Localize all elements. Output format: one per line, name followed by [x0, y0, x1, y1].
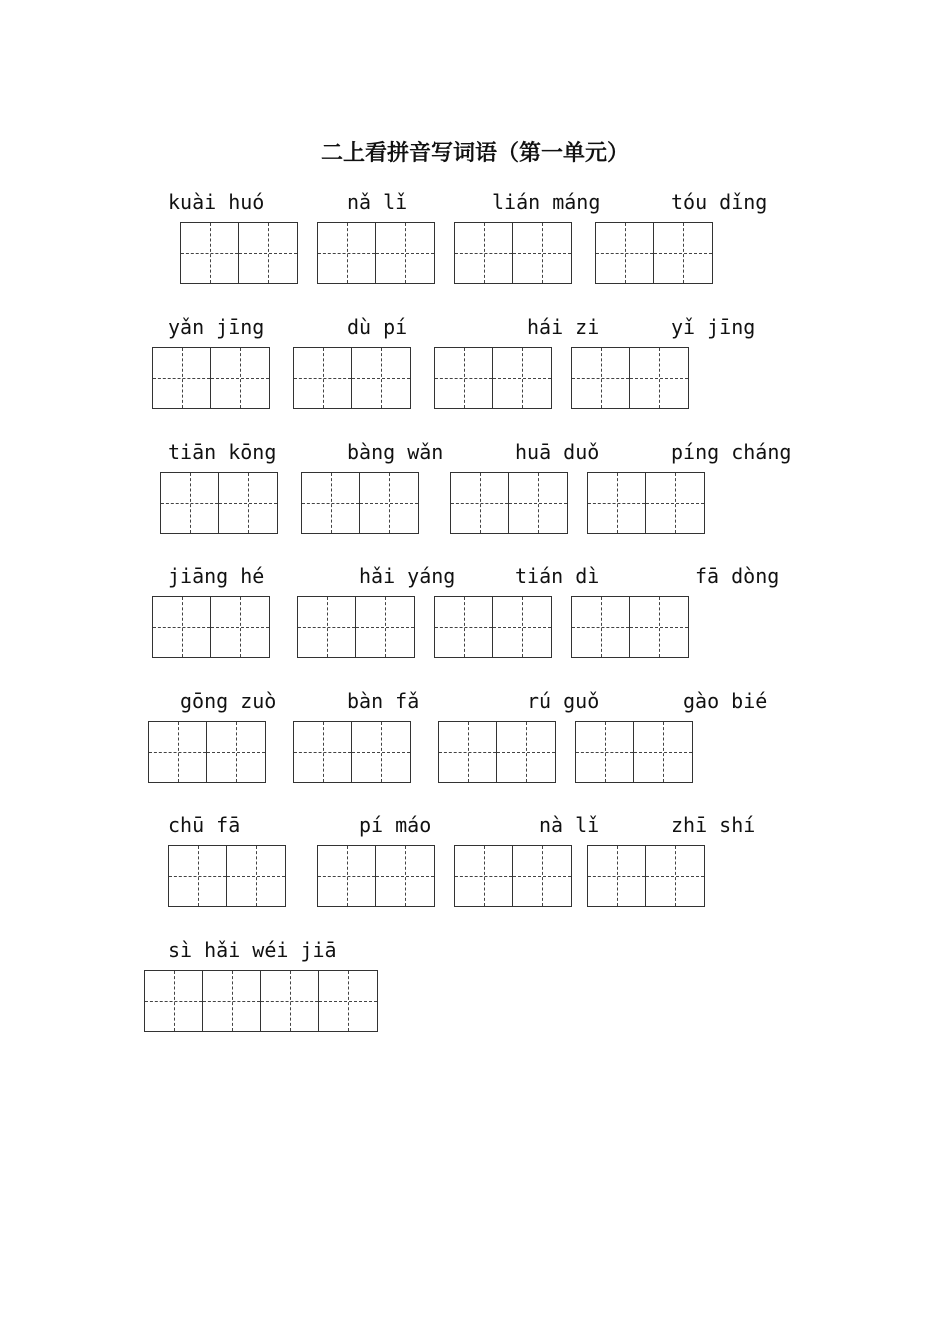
pinyin-label: fā dòng: [695, 564, 780, 588]
tianzige-cell[interactable]: [203, 971, 261, 1031]
tianzige-cell[interactable]: [298, 597, 356, 657]
pinyin-label: rú guǒ: [527, 689, 600, 713]
tianzige-cell[interactable]: [376, 223, 434, 283]
pinyin-label: bàng wǎn: [347, 440, 444, 464]
pinyin-label: gào bié: [683, 689, 768, 713]
tianzige-cell[interactable]: [356, 597, 414, 657]
tianzige-cell[interactable]: [646, 473, 704, 533]
tianzige-cell[interactable]: [261, 971, 319, 1031]
writing-grid: [317, 845, 435, 907]
pinyin-label: jiāng hé: [168, 564, 265, 588]
tianzige-cell[interactable]: [596, 223, 654, 283]
exercise-row: [0, 440, 950, 560]
tianzige-cell[interactable]: [302, 473, 360, 533]
tianzige-cell[interactable]: [161, 473, 219, 533]
writing-grid: [144, 970, 378, 1032]
tianzige-cell[interactable]: [493, 348, 551, 408]
tianzige-cell[interactable]: [211, 348, 269, 408]
writing-grid: [571, 596, 689, 658]
pinyin-label: chū fā: [168, 813, 241, 837]
pinyin-label: sì hǎi wéi jiā: [168, 938, 337, 962]
exercise-row: [0, 564, 950, 684]
pinyin-label: nǎ lǐ: [347, 190, 408, 214]
tianzige-cell[interactable]: [513, 223, 571, 283]
tianzige-cell[interactable]: [572, 348, 630, 408]
pinyin-label: tiān kōng: [168, 440, 277, 464]
tianzige-cell[interactable]: [181, 223, 239, 283]
writing-grid: [595, 222, 713, 284]
writing-grid: [438, 721, 556, 783]
writing-grid: [168, 845, 286, 907]
writing-grid: [450, 472, 568, 534]
exercise-row: [0, 938, 950, 1058]
pinyin-label: tóu dǐng: [671, 190, 768, 214]
exercise-row: [0, 689, 950, 809]
pinyin-label: píng cháng: [671, 440, 792, 464]
tianzige-cell[interactable]: [219, 473, 277, 533]
tianzige-cell[interactable]: [360, 473, 418, 533]
tianzige-cell[interactable]: [439, 722, 497, 782]
pinyin-label: yǎn jīng: [168, 315, 265, 339]
tianzige-cell[interactable]: [211, 597, 269, 657]
writing-grid: [152, 347, 270, 409]
tianzige-cell[interactable]: [455, 846, 513, 906]
pinyin-label: yǐ jīng: [671, 315, 756, 339]
pinyin-label: kuài huó: [168, 190, 265, 214]
pinyin-label: nà lǐ: [539, 813, 600, 837]
writing-grid: [587, 845, 705, 907]
tianzige-cell[interactable]: [630, 597, 688, 657]
pinyin-label: tián dì: [515, 564, 600, 588]
tianzige-cell[interactable]: [513, 846, 571, 906]
tianzige-cell[interactable]: [227, 846, 285, 906]
pinyin-label: hǎi yáng: [359, 564, 456, 588]
tianzige-cell[interactable]: [435, 597, 493, 657]
tianzige-cell[interactable]: [153, 348, 211, 408]
tianzige-cell[interactable]: [149, 722, 207, 782]
writing-grid: [434, 347, 552, 409]
tianzige-cell[interactable]: [576, 722, 634, 782]
tianzige-cell[interactable]: [654, 223, 712, 283]
writing-grid: [293, 721, 411, 783]
pinyin-label: pí máo: [359, 813, 432, 837]
pinyin-label: gōng zuò: [180, 689, 277, 713]
writing-grid: [148, 721, 266, 783]
writing-grid: [160, 472, 278, 534]
pinyin-label: hái zi: [527, 315, 600, 339]
tianzige-cell[interactable]: [572, 597, 630, 657]
writing-grid: [575, 721, 693, 783]
writing-grid: [571, 347, 689, 409]
tianzige-cell[interactable]: [497, 722, 555, 782]
tianzige-cell[interactable]: [634, 722, 692, 782]
pinyin-label: huā duǒ: [515, 440, 600, 464]
tianzige-cell[interactable]: [294, 348, 352, 408]
pinyin-label: zhī shí: [671, 813, 756, 837]
writing-grid: [434, 596, 552, 658]
writing-grid: [293, 347, 411, 409]
exercise-row: [0, 813, 950, 933]
tianzige-cell[interactable]: [646, 846, 704, 906]
tianzige-cell[interactable]: [153, 597, 211, 657]
tianzige-cell[interactable]: [145, 971, 203, 1031]
writing-grid: [587, 472, 705, 534]
writing-grid: [454, 222, 572, 284]
writing-grid: [301, 472, 419, 534]
tianzige-cell[interactable]: [294, 722, 352, 782]
exercise-row: [0, 315, 950, 435]
writing-grid: [180, 222, 298, 284]
tianzige-cell[interactable]: [318, 223, 376, 283]
tianzige-cell[interactable]: [509, 473, 567, 533]
tianzige-cell[interactable]: [376, 846, 434, 906]
tianzige-cell[interactable]: [435, 348, 493, 408]
tianzige-cell[interactable]: [169, 846, 227, 906]
tianzige-cell[interactable]: [352, 722, 410, 782]
tianzige-cell[interactable]: [630, 348, 688, 408]
writing-grid: [454, 845, 572, 907]
tianzige-cell[interactable]: [207, 722, 265, 782]
tianzige-cell[interactable]: [451, 473, 509, 533]
writing-grid: [152, 596, 270, 658]
tianzige-cell[interactable]: [588, 846, 646, 906]
tianzige-cell[interactable]: [588, 473, 646, 533]
tianzige-cell[interactable]: [352, 348, 410, 408]
writing-grid: [297, 596, 415, 658]
pinyin-label: bàn fǎ: [347, 689, 420, 713]
tianzige-cell[interactable]: [239, 223, 297, 283]
pinyin-label: lián máng: [492, 190, 601, 214]
pinyin-label: dù pí: [347, 315, 408, 339]
tianzige-cell[interactable]: [318, 846, 376, 906]
tianzige-cell[interactable]: [493, 597, 551, 657]
exercise-row: [0, 190, 950, 310]
tianzige-cell[interactable]: [319, 971, 377, 1031]
tianzige-cell[interactable]: [455, 223, 513, 283]
writing-grid: [317, 222, 435, 284]
page-title: 二上看拼音写词语（第一单元）: [320, 140, 629, 166]
